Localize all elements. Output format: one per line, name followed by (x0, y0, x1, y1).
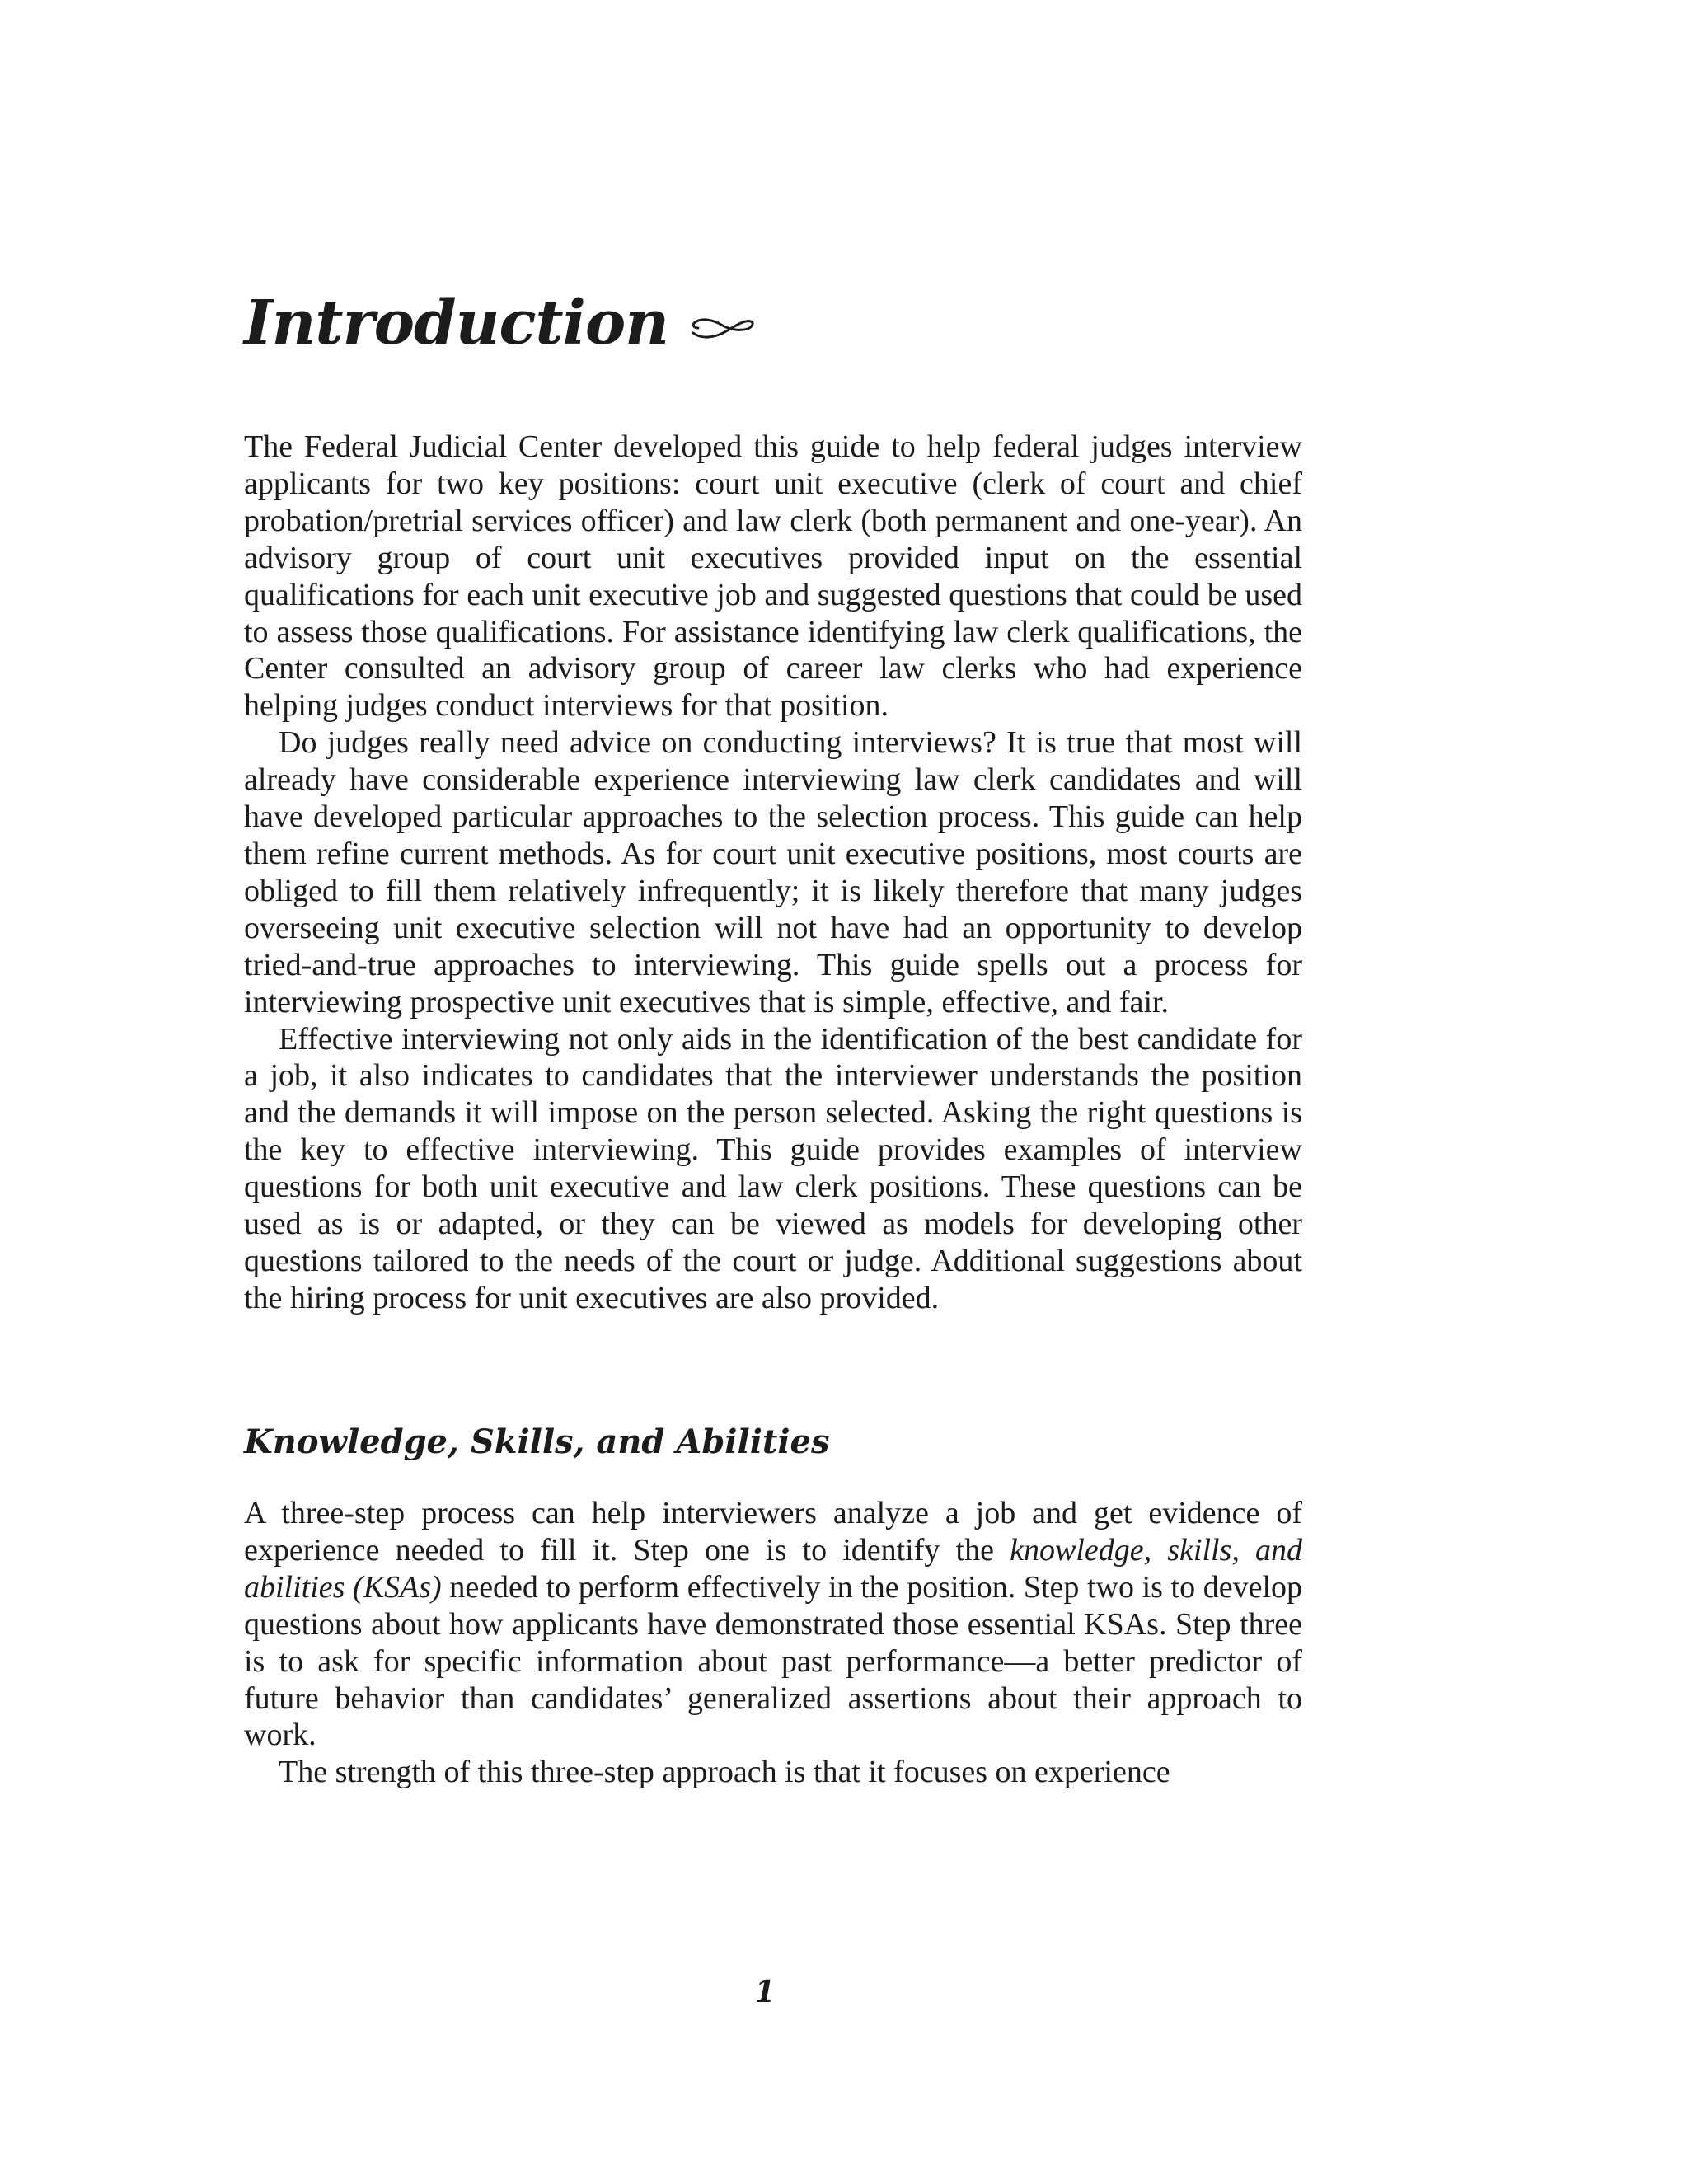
page-title: Introduction (244, 288, 668, 359)
ksa-emphasis: knowledge, skills, and abilities (KSAs) (244, 1532, 1302, 1605)
ksa-paragraph (244, 1495, 1302, 1754)
intro-paragraph: Do judges really need advice on conducting interviews? It is true that most will already have considerable experience interviewing law clerk candidates and will have developed particular approaches to the selection process. This guide can help them refine current methods. As for court unit executive positions, most courts are obliged to fill them relatively infrequently; it is likely therefore that many judges overseeing unit executive selection will not have had an opportunity to develop tried-and-true approaches to interviewing. This guide spells out a process for interviewing prospective unit executives that is simple, effective, and fair. (244, 725, 1302, 1019)
swash-ornament-icon (690, 313, 754, 341)
ksa-text-before: A three-step process can help interviewers analyze a job and get evidence of experience needed to fill it. Step one is to identify the (244, 1496, 1302, 1568)
title-row (244, 288, 754, 359)
ksa-paragraph: The strength of this three-step approach is that it focuses on experience (279, 1755, 1170, 1790)
intro-paragraph: The Federal Judicial Center developed this guide to help federal judges interview applicants for two key positions: court unit executive (clerk of court and chief probation/pretrial services officer) and law clerk (both permanent and one-year). An advisory group of court unit executives provided input on the essential qualifications for each unit executive job and suggested questions that could be used to assess those qualifications. For assistance identifying law clerk qualifications, the Center consulted an advisory group of career law clerks who had experience helping judges conduct interviews for that position. (244, 429, 1302, 724)
section-heading: Knowledge, Skills, and Abilities (244, 1422, 830, 1461)
intro-section (244, 429, 1302, 1317)
ksa-section (244, 1495, 1302, 1791)
intro-paragraph: Effective interviewing not only aids in the identification of the best candidate for a job, it also indicates to candidates that the interviewer understands the position and the demands it will impose on the person selected. Asking the right questions is the key to effective interviewing. This guide provides examples of interview questions for both unit executive and law clerk positions. These questions can be used as is or adapted, or they can be viewed as models for developing other questions tailored to the needs of the court or judge. Additional suggestions about the hiring process for unit executives are also provided. (244, 1021, 1302, 1315)
page-number: 1 (754, 1975, 776, 2009)
ksa-text-after: needed to perform effectively in the position. Step two is to develop questions about how applicants have demonstrated those essential KSAs. Step three is to ask for specific information about past performance—a better predictor of future behavior than candidates’ generalized assertions about their approach to work. (244, 1569, 1302, 1753)
